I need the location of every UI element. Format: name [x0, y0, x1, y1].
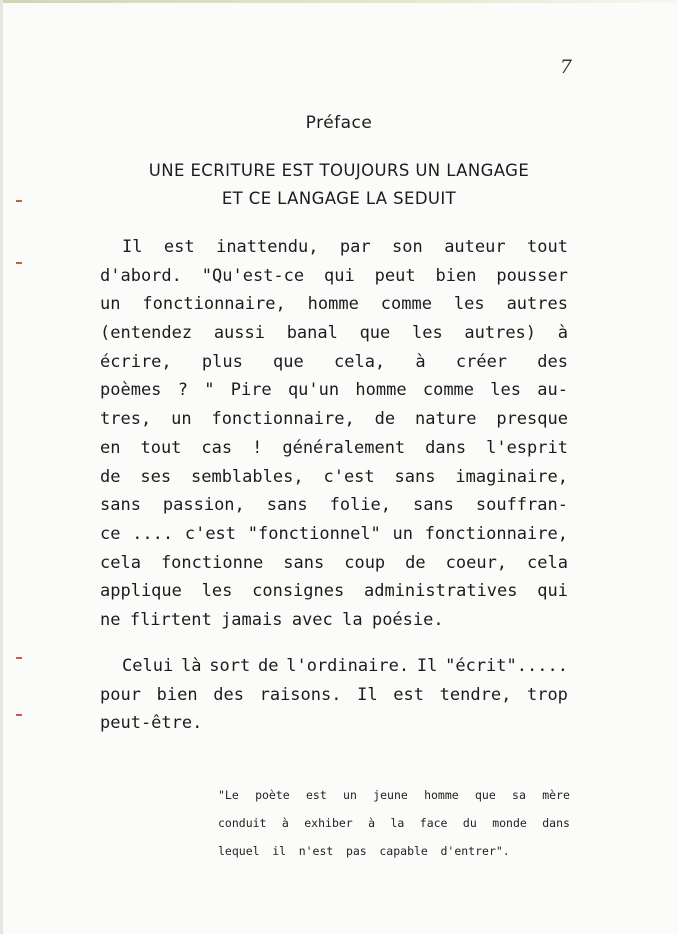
word: aussi: [213, 323, 265, 344]
word: cela,: [333, 351, 386, 372]
word: la: [342, 609, 363, 630]
word: coup: [344, 552, 386, 573]
word: Il: [416, 656, 438, 676]
paragraph-line: [100, 463, 568, 492]
word: lequel: [218, 844, 260, 858]
paragraph-1: [100, 233, 568, 635]
word: qu'un: [287, 380, 340, 401]
word: un: [343, 788, 357, 802]
word: jamais: [221, 609, 283, 630]
paragraph-2: [100, 652, 568, 738]
word: homme: [424, 788, 459, 802]
word: homme: [355, 380, 407, 401]
word: sans: [394, 466, 436, 487]
word: Celui: [122, 656, 174, 676]
word: nature: [415, 409, 477, 430]
word: de: [405, 552, 426, 573]
word: que: [474, 788, 496, 802]
word: monde: [492, 816, 527, 830]
word: autres: [506, 294, 568, 315]
word: poésie.: [371, 609, 444, 630]
word: n'est: [298, 844, 334, 858]
word: poète: [255, 788, 290, 802]
word: autres): [464, 323, 537, 344]
paragraph-line: [100, 348, 568, 377]
word: d'entrer".: [440, 844, 510, 858]
word: dans: [425, 437, 467, 458]
quote-line: [218, 809, 570, 837]
word: bien: [156, 684, 198, 705]
word: semblables,: [190, 466, 304, 487]
word: Il: [122, 237, 143, 257]
word: les: [453, 294, 485, 315]
paragraph-line: [100, 577, 568, 606]
word: conduit: [218, 816, 267, 830]
word: Il: [357, 684, 378, 705]
word: administratives: [363, 581, 518, 602]
word: fonctionnaire,: [424, 523, 568, 544]
word: pousser: [496, 265, 568, 286]
word: est: [305, 788, 327, 802]
page-number: 7: [559, 56, 572, 78]
word: au-: [537, 380, 568, 401]
paragraph-line: [100, 520, 568, 549]
word: en: [100, 437, 121, 458]
word: que: [359, 323, 391, 344]
word: ....: [132, 523, 174, 544]
word: exhiber: [304, 816, 353, 830]
word: fonctionnaire,: [142, 294, 286, 315]
word: est: [393, 684, 424, 705]
word: applique: [100, 581, 182, 602]
word: qui: [537, 581, 568, 602]
word: son: [392, 237, 423, 257]
word: poèmes: [100, 380, 162, 401]
word: que: [273, 351, 304, 372]
word: comme: [380, 294, 432, 315]
word: est: [163, 237, 195, 257]
word: tres,: [100, 409, 152, 430]
word: ses: [140, 466, 172, 487]
word: ne: [100, 609, 121, 630]
paragraph-line: [100, 606, 568, 635]
word: "fonctionnel": [247, 523, 381, 544]
paragraph-line: [100, 681, 568, 710]
word: passion,: [162, 495, 245, 516]
word: peut: [374, 265, 416, 286]
word: capable: [379, 844, 428, 858]
word: jeune: [373, 788, 408, 802]
page-top-edge: [0, 0, 678, 3]
word: cela: [100, 552, 141, 573]
paragraph-line: [100, 491, 568, 520]
word: la: [390, 816, 405, 830]
word: un: [392, 523, 413, 544]
word: bien: [435, 265, 477, 286]
word: sans: [283, 552, 325, 573]
word: de: [257, 656, 279, 676]
word: fonctionne: [160, 552, 264, 573]
paragraph-line: [100, 652, 568, 681]
word: "écrit".....: [445, 656, 568, 676]
word: créer: [455, 351, 508, 372]
word: "Qu'est-ce: [201, 265, 305, 286]
word: l'esprit: [486, 437, 568, 458]
word: inattendu,: [216, 237, 319, 257]
word: l'ordinaire.: [286, 656, 410, 676]
word: imaginaire,: [455, 466, 568, 487]
word: tendre,: [439, 684, 512, 705]
quote-line: [218, 781, 570, 809]
paragraph-line: [100, 290, 568, 319]
word: "Le: [218, 788, 239, 802]
word: dans: [542, 816, 570, 830]
word: plus: [201, 351, 243, 372]
word: folie,: [329, 495, 392, 516]
word: trop: [526, 684, 568, 705]
word: homme: [307, 294, 359, 315]
paragraph-line: [100, 434, 568, 463]
word: un: [171, 409, 192, 430]
word: !: [252, 437, 263, 458]
word: avec: [291, 609, 333, 630]
word: peut-être.: [100, 713, 203, 734]
word: cas: [201, 437, 233, 458]
word: sans: [412, 495, 454, 516]
word: à: [368, 816, 376, 830]
word: souffran-: [475, 495, 568, 516]
page-left-edge: [0, 0, 3, 934]
word: écrire,: [100, 351, 172, 372]
margin-mark: [16, 657, 22, 659]
word: sa: [512, 788, 526, 802]
word: les: [490, 380, 522, 401]
word: mère: [542, 788, 570, 802]
word: tout: [140, 437, 182, 458]
word: banal: [286, 323, 338, 344]
word: flirtent: [129, 609, 212, 630]
word: généralement: [282, 437, 406, 458]
word: comme: [422, 380, 475, 401]
word: fonctionnaire,: [211, 409, 355, 430]
word: pour: [100, 684, 141, 705]
word: c'est: [323, 466, 375, 487]
word: là: [180, 656, 202, 676]
word: les: [411, 323, 443, 344]
word: du: [462, 816, 477, 830]
word: il: [272, 844, 287, 858]
word: pas: [345, 844, 367, 858]
paragraph-line: [100, 319, 568, 348]
paragraph-line: [100, 376, 568, 405]
quote-line: [218, 837, 570, 865]
word: sort: [209, 656, 251, 676]
word: par: [339, 237, 371, 257]
word: face: [419, 816, 448, 830]
word: consignes: [252, 581, 345, 602]
word: coeur,: [445, 552, 508, 573]
word: (entendez: [100, 323, 193, 344]
word: ?: [177, 380, 188, 401]
word: raisons.: [259, 684, 342, 705]
word: les: [201, 581, 233, 602]
word: des: [213, 684, 244, 705]
paragraph-line: [100, 405, 568, 434]
paragraph-line: [100, 549, 568, 578]
page-title: Préface: [305, 113, 373, 133]
word: à: [281, 816, 289, 830]
word: tout: [527, 237, 568, 257]
subtitle-line-1: UNE ECRITURE EST TOUJOURS UN LANGAGE: [148, 161, 530, 180]
word: ": [204, 380, 215, 401]
word: Pire: [230, 380, 272, 401]
paragraph-line: [100, 233, 568, 262]
word: de: [374, 409, 396, 430]
word: auteur: [444, 237, 506, 257]
word: sans: [100, 495, 141, 516]
word: c'est: [184, 523, 237, 544]
word: presque: [496, 409, 568, 430]
word: qui: [324, 265, 355, 286]
word: à: [557, 323, 568, 344]
word: sans: [266, 495, 308, 516]
word: cela: [527, 552, 568, 573]
subtitle-line-2: ET CE LANGAGE LA SEDUIT: [221, 189, 457, 208]
epigraph-quote: [218, 781, 570, 865]
word: à: [415, 351, 426, 372]
word: d'abord.: [100, 265, 182, 286]
paragraph-line: [100, 709, 568, 738]
word: un: [100, 294, 121, 315]
word: des: [537, 351, 568, 372]
word: ce: [100, 523, 121, 544]
margin-mark: [16, 714, 22, 716]
margin-mark: [16, 262, 22, 264]
word: de: [100, 466, 121, 487]
paragraph-line: [100, 262, 568, 291]
